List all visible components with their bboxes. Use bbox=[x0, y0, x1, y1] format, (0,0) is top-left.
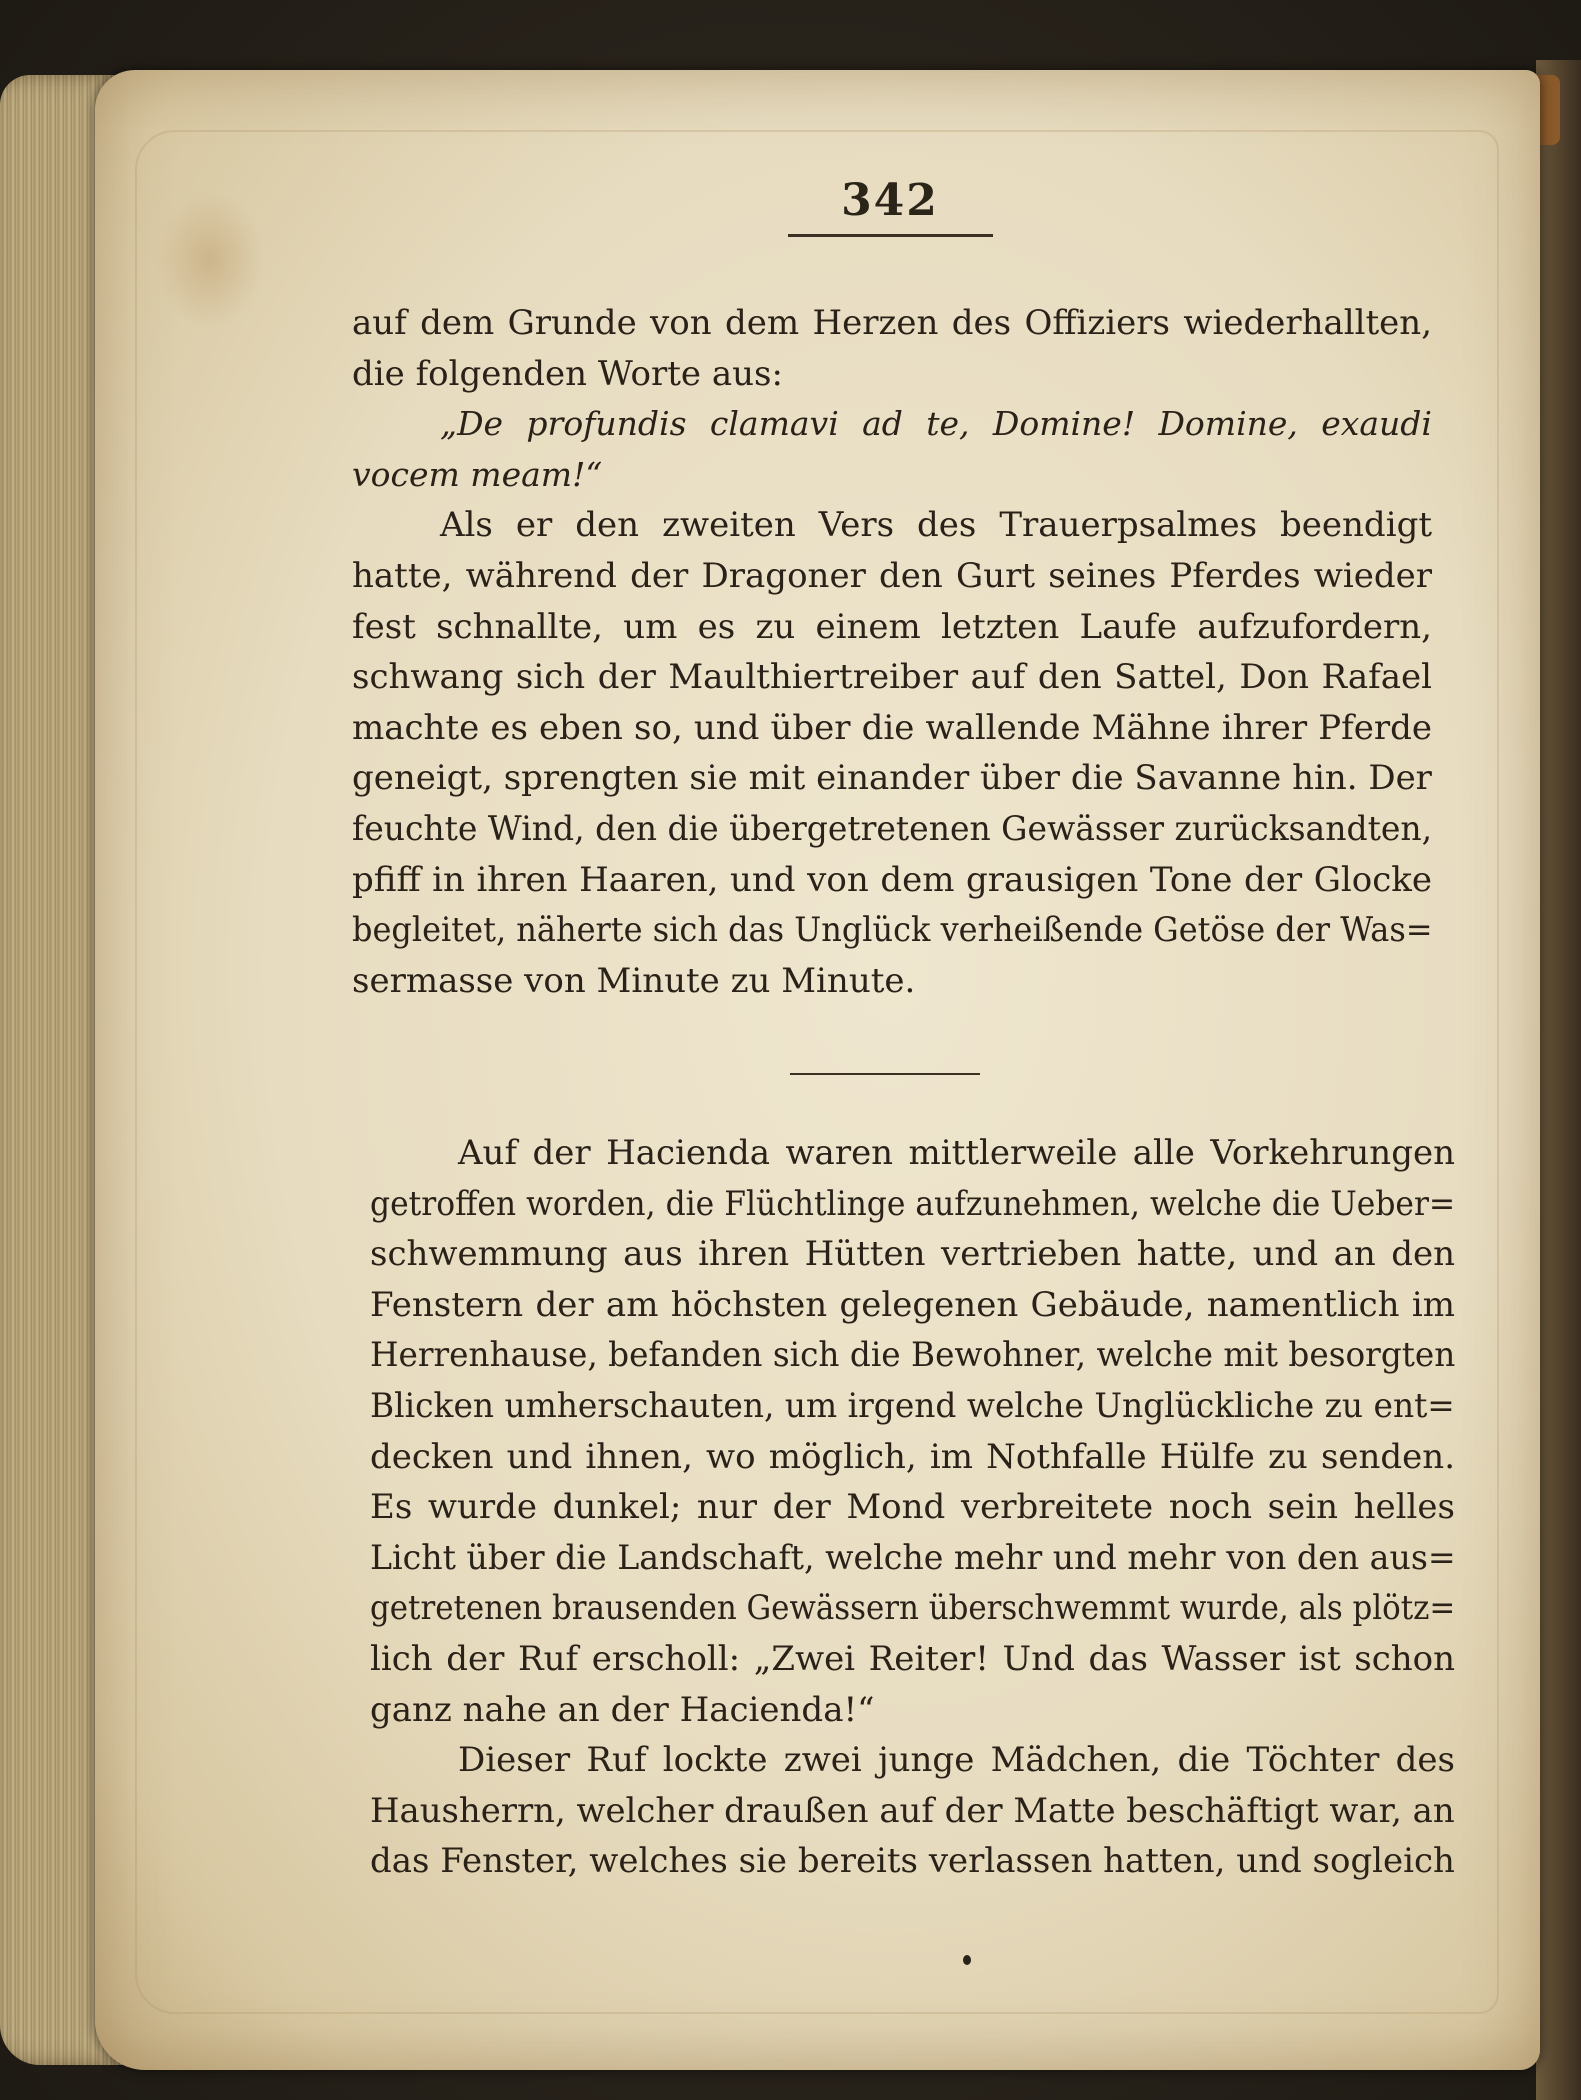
page-header bbox=[780, 175, 1000, 237]
text-line: Dieser Ruf lockte zwei junge Mädchen, die Töchter des bbox=[458, 1740, 1455, 1781]
text-line: pfiff in ihren Haaren, und von dem grausigen Tone der Glocke bbox=[352, 859, 1432, 900]
text-line: machte es eben so, und über die wallende Mähne ihrer Pferde bbox=[352, 707, 1432, 748]
text-line: Herrenhause, befanden sich die Bewohner, welche mit besorgten bbox=[370, 1335, 1456, 1376]
text-line: Auf der Hacienda waren mittlerweile alle Vorkehrungen bbox=[458, 1133, 1455, 1173]
text-line: feuchte Wind, den die übergetretenen Gewässer zurücksandten, bbox=[352, 808, 1433, 849]
book-cover-edge bbox=[1536, 60, 1581, 2100]
header-rule bbox=[788, 234, 993, 237]
text-line: das Fenster, welches sie bereits verlassen hatten, und sogleich bbox=[370, 1841, 1455, 1882]
text-line: auf dem Grunde von dem Herzen des Offiziers wiederhallten, bbox=[352, 303, 1432, 343]
text-line: hatte, während der Dragoner den Gurt seines Pferdes wieder bbox=[352, 555, 1432, 596]
text-block-2 bbox=[370, 1128, 1455, 1887]
text-line: decken und ihnen, wo möglich, im Nothfalle Hülfe zu senden. bbox=[370, 1436, 1455, 1477]
text-line: schwemmung aus ihren Hütten vertrieben hatte, und an den bbox=[370, 1234, 1455, 1275]
text-line: Es wurde dunkel; nur der Mond verbreitete noch sein helles bbox=[370, 1487, 1455, 1528]
page-stain bbox=[155, 190, 265, 330]
text-line: Hausherrn, welcher draußen auf der Matte beschäftigt war, an bbox=[370, 1790, 1455, 1831]
text-line: Als er den zweiten Vers des Trauerpsalmes beendigt bbox=[440, 505, 1432, 546]
text-line: ganz nahe an der Hacienda!“ bbox=[370, 1689, 875, 1730]
text-line: Fenstern der am höchsten gelegenen Gebäude, namentlich im bbox=[370, 1284, 1455, 1325]
text-line: Blicken umherschauten, um irgend welche Unglückliche zu ent= bbox=[370, 1385, 1455, 1426]
page-number: 342 bbox=[841, 175, 939, 226]
text-line: begleitet, näherte sich das Unglück verheißende Getöse der Was= bbox=[352, 910, 1433, 951]
text-line: geneigt, sprengten sie mit einander über die Savanne hin. Der bbox=[352, 758, 1432, 799]
text-line: Licht über die Landschaft, welche mehr und mehr von den aus= bbox=[370, 1537, 1456, 1578]
text-line: fest schnallte, um es zu einem letzten Laufe aufzufordern, bbox=[352, 606, 1432, 647]
text-line: „De profundis clamavi ad te, Domine! Domine, exaudi bbox=[440, 404, 1432, 444]
text-line: vocem meam!“ bbox=[352, 454, 603, 494]
text-line: sermasse von Minute zu Minute. bbox=[352, 960, 916, 1001]
text-line: die folgenden Worte aus: bbox=[352, 353, 783, 394]
page-mark-dot bbox=[963, 1955, 971, 1965]
text-line: schwang sich der Maulthiertreiber auf den Sattel, Don Rafael bbox=[352, 657, 1432, 698]
section-divider bbox=[790, 1073, 980, 1075]
text-block-1 bbox=[352, 298, 1432, 1006]
text-line: lich der Ruf erscholl: „Zwei Reiter! Und das Wasser ist schon bbox=[370, 1638, 1455, 1679]
text-line: getretenen brausenden Gewässern überschwemmt wurde, als plötz= bbox=[370, 1588, 1456, 1629]
text-line: getroffen worden, die Flüchtlinge aufzunehmen, welche die Ueber= bbox=[370, 1183, 1456, 1224]
